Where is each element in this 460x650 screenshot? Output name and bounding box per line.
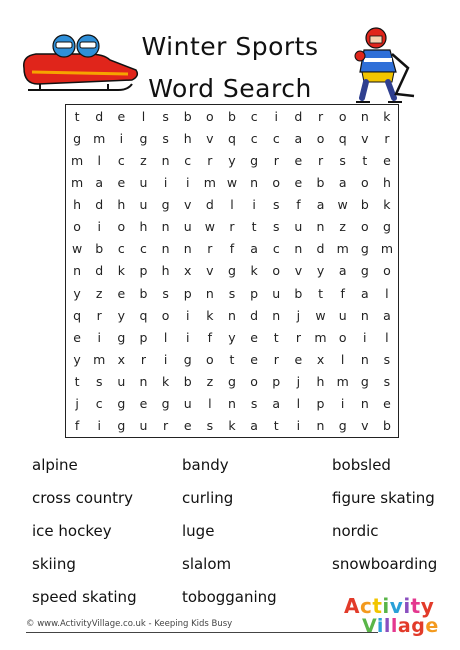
grid-letter[interactable]: z xyxy=(339,219,346,235)
grid-letter[interactable]: i xyxy=(163,174,168,190)
grid-letter[interactable]: f xyxy=(74,418,80,434)
grid-letter[interactable]: a xyxy=(272,396,281,412)
grid-letter[interactable]: w xyxy=(226,174,238,190)
word-list-item: tobogganing xyxy=(182,588,277,606)
grid-letter[interactable]: h xyxy=(183,130,192,146)
grid-letter[interactable]: s xyxy=(339,152,346,168)
title-line-2: Word Search xyxy=(148,74,312,103)
grid-letter[interactable]: y xyxy=(316,263,325,279)
grid-letter[interactable]: h xyxy=(139,219,148,235)
grid-letter[interactable]: p xyxy=(139,263,148,279)
grid-letter[interactable]: a xyxy=(338,174,347,190)
grid-letter[interactable]: f xyxy=(296,197,301,213)
grid-letter[interactable]: q xyxy=(228,130,236,146)
grid-letter[interactable]: n xyxy=(360,396,369,412)
grid-letter[interactable]: r xyxy=(317,152,324,168)
grid-letter[interactable]: l xyxy=(141,108,146,124)
grid-letter[interactable]: m xyxy=(203,174,216,190)
grid-letter[interactable]: b xyxy=(183,374,192,390)
grid-letter[interactable]: c xyxy=(117,152,125,168)
grid-letter[interactable]: r xyxy=(295,329,301,345)
grid-letter[interactable]: a xyxy=(95,174,104,190)
grid-letter[interactable]: o xyxy=(360,219,369,235)
grid-letter[interactable]: g xyxy=(161,396,170,412)
grid-letter[interactable]: c xyxy=(250,130,258,146)
word-list-item: speed skating xyxy=(32,588,137,606)
word-list-item: slalom xyxy=(182,555,232,573)
grid-letter[interactable]: g xyxy=(360,263,369,279)
grid-letter[interactable]: y xyxy=(228,152,236,168)
grid-letter[interactable]: d xyxy=(250,307,259,323)
grid-letter[interactable]: l xyxy=(163,329,168,345)
grid-letter[interactable]: g xyxy=(360,374,369,390)
logo-line-2: Village xyxy=(362,615,439,637)
grid-letter[interactable]: t xyxy=(74,108,80,124)
grid-letter[interactable]: u xyxy=(117,374,126,390)
grid-letter[interactable]: q xyxy=(338,130,347,146)
grid-letter[interactable]: h xyxy=(316,374,325,390)
word-list-item: luge xyxy=(182,522,215,540)
grid-letter[interactable]: w xyxy=(337,197,348,213)
grid-letter[interactable]: o xyxy=(272,263,281,279)
grid-letter[interactable]: b xyxy=(183,108,192,124)
grid-letter[interactable]: d xyxy=(316,241,325,257)
grid-letter[interactable]: g xyxy=(161,197,170,213)
grid-letter[interactable]: t xyxy=(229,352,235,368)
grid-letter[interactable]: y xyxy=(228,329,236,345)
grid-letter[interactable]: u xyxy=(139,197,148,213)
grid-letter[interactable]: m xyxy=(70,174,84,190)
grid-letter[interactable]: i xyxy=(185,174,190,190)
grid-letter[interactable]: n xyxy=(161,152,170,168)
grid-letter[interactable]: k xyxy=(117,263,125,279)
grid-letter[interactable]: n xyxy=(316,418,325,434)
grid-letter[interactable]: i xyxy=(363,329,367,345)
grid-letter[interactable]: p xyxy=(316,396,325,412)
grid-letter[interactable]: z xyxy=(206,374,214,390)
grid-letter[interactable]: m xyxy=(336,374,349,390)
grid-letter[interactable]: d xyxy=(294,108,303,124)
activity-village-logo xyxy=(344,594,444,640)
grid-letter[interactable]: k xyxy=(383,108,391,124)
grid-letter[interactable]: b xyxy=(316,174,325,190)
grid-letter[interactable]: n xyxy=(228,396,236,412)
grid-letter[interactable]: g xyxy=(250,152,259,168)
grid-letter[interactable]: r xyxy=(96,307,102,323)
grid-letter[interactable]: v xyxy=(184,197,192,213)
grid-letter[interactable]: o xyxy=(272,174,281,190)
grid-letter[interactable]: u xyxy=(139,418,148,434)
grid-letter[interactable]: g xyxy=(183,352,192,368)
grid-letter[interactable]: j xyxy=(296,307,301,323)
grid-letter[interactable]: l xyxy=(208,396,212,412)
word-list-item: skiing xyxy=(32,555,76,573)
grid-letter[interactable]: s xyxy=(383,374,391,390)
grid-letter[interactable]: f xyxy=(340,285,345,301)
grid-letter[interactable]: o xyxy=(316,130,325,146)
grid-letter[interactable]: w xyxy=(204,219,215,235)
grid-letter[interactable]: p xyxy=(139,329,148,345)
grid-letter[interactable]: t xyxy=(362,152,368,168)
grid-letter[interactable]: o xyxy=(161,307,170,323)
grid-letter[interactable]: c xyxy=(250,108,258,124)
grid-letter[interactable]: g xyxy=(338,418,347,434)
grid-letter[interactable]: o xyxy=(73,219,81,235)
grid-letter[interactable]: g xyxy=(228,263,236,279)
grid-letter[interactable]: e xyxy=(183,418,192,434)
grid-letter[interactable]: s xyxy=(162,108,169,124)
grid-letter[interactable]: n xyxy=(161,241,170,257)
word-list-item: cross country xyxy=(32,489,134,507)
grid-letter[interactable]: f xyxy=(229,241,235,257)
grid-letter[interactable]: r xyxy=(273,152,279,168)
grid-letter[interactable]: s xyxy=(95,374,103,390)
grid-letter[interactable]: m xyxy=(314,329,327,345)
grid-letter[interactable]: f xyxy=(207,329,213,345)
grid-letter[interactable]: y xyxy=(73,352,81,368)
grid-letter[interactable]: o xyxy=(383,263,391,279)
grid-letter[interactable]: s xyxy=(383,352,391,368)
grid-letter[interactable]: z xyxy=(95,285,103,301)
grid-letter[interactable]: e xyxy=(117,285,126,301)
grid-letter[interactable]: l xyxy=(340,352,345,368)
grid-letter[interactable]: s xyxy=(273,197,280,213)
grid-letter[interactable]: e xyxy=(250,352,258,368)
grid-letter[interactable]: u xyxy=(294,219,303,235)
grid-letter[interactable]: d xyxy=(205,197,214,213)
grid-letter[interactable]: t xyxy=(273,418,279,434)
grid-letter[interactable]: e xyxy=(117,174,126,190)
grid-letter[interactable]: r xyxy=(140,352,147,368)
grid-letter[interactable]: n xyxy=(139,374,148,390)
grid-letter[interactable]: n xyxy=(360,307,369,323)
grid-letter[interactable]: g xyxy=(117,418,126,434)
grid-letter[interactable]: p xyxy=(183,285,192,301)
grid-letter[interactable]: b xyxy=(139,285,148,301)
grid-letter[interactable]: k xyxy=(228,418,236,434)
grid-letter[interactable]: i xyxy=(274,108,278,124)
grid-letter[interactable]: g xyxy=(139,130,148,146)
grid-letter[interactable]: t xyxy=(74,374,80,390)
grid-letter[interactable]: x xyxy=(117,352,126,368)
word-list-item: ice hockey xyxy=(32,522,112,540)
grid-letter[interactable]: y xyxy=(117,307,126,323)
grid-letter[interactable]: s xyxy=(206,418,214,434)
grid-letter[interactable]: b xyxy=(360,197,369,213)
grid-letter[interactable]: g xyxy=(382,219,391,235)
grid-letter[interactable]: l xyxy=(97,152,101,168)
grid-letter[interactable]: o xyxy=(250,374,258,390)
grid-letter[interactable]: x xyxy=(184,263,192,279)
grid-letter[interactable]: z xyxy=(140,152,147,168)
grid-letter[interactable]: i xyxy=(119,130,124,146)
grid-letter[interactable]: m xyxy=(93,352,106,368)
grid-letter[interactable]: a xyxy=(316,197,325,213)
grid-letter[interactable]: n xyxy=(228,307,236,323)
grid-letter[interactable]: p xyxy=(272,374,281,390)
grid-letter[interactable]: n xyxy=(272,307,281,323)
word-list-item: nordic xyxy=(332,522,379,540)
grid-letter[interactable]: e xyxy=(383,152,391,168)
grid-letter[interactable]: u xyxy=(183,396,192,412)
grid-letter[interactable]: r xyxy=(229,219,235,235)
footer-copyright: © www.ActivityVillage.co.uk - Keeping Kids Busy xyxy=(26,619,233,629)
grid-letter[interactable]: n xyxy=(161,219,170,235)
grid-letter[interactable]: h xyxy=(382,174,391,190)
title-line-1: Winter Sports xyxy=(141,32,319,61)
grid-letter[interactable]: l xyxy=(385,329,389,345)
grid-letter[interactable]: s xyxy=(228,285,236,301)
grid-letter[interactable]: e xyxy=(73,329,81,345)
grid-letter[interactable]: p xyxy=(250,285,259,301)
grid-letter[interactable]: e xyxy=(117,108,126,124)
grid-letter[interactable]: l xyxy=(230,197,234,213)
grid-letter[interactable]: q xyxy=(73,307,82,323)
word-list-item: alpine xyxy=(32,456,78,474)
grid-letter[interactable]: d xyxy=(95,263,104,279)
grid-letter[interactable]: n xyxy=(294,241,303,257)
grid-letter[interactable]: n xyxy=(183,241,192,257)
word-list-item: curling xyxy=(182,489,234,507)
grid-letter[interactable]: i xyxy=(163,352,168,368)
grid-letter[interactable]: g xyxy=(228,374,236,390)
grid-letter[interactable]: n xyxy=(316,219,325,235)
grid-letter[interactable]: u xyxy=(272,285,281,301)
grid-letter[interactable]: x xyxy=(316,352,325,368)
grid-letter[interactable]: n xyxy=(73,263,82,279)
grid-letter[interactable]: e xyxy=(139,396,148,412)
grid-letter[interactable]: n xyxy=(360,108,369,124)
grid-letter[interactable]: m xyxy=(93,130,106,146)
grid-letter[interactable]: i xyxy=(97,219,101,235)
grid-letter[interactable]: a xyxy=(338,263,347,279)
grid-letter[interactable]: v xyxy=(361,130,369,146)
grid-letter[interactable]: m xyxy=(70,152,84,168)
grid-letter[interactable]: c xyxy=(184,152,192,168)
grid-letter[interactable]: e xyxy=(250,329,258,345)
grid-letter[interactable]: h xyxy=(161,263,170,279)
grid-letter[interactable]: i xyxy=(97,418,101,434)
grid-letter[interactable]: s xyxy=(162,130,169,146)
grid-letter[interactable]: e xyxy=(294,174,303,190)
grid-letter[interactable]: y xyxy=(73,285,81,301)
grid-letter[interactable]: i xyxy=(185,329,190,345)
grid-letter[interactable]: n xyxy=(360,352,369,368)
grid-letter[interactable]: g xyxy=(117,396,126,412)
grid-letter[interactable]: c xyxy=(140,241,147,257)
grid-letter[interactable]: r xyxy=(163,418,169,434)
grid-letter[interactable]: r xyxy=(317,108,324,124)
grid-letter[interactable]: n xyxy=(205,285,214,301)
grid-letter[interactable]: g xyxy=(73,130,82,146)
grid-letter[interactable]: t xyxy=(318,285,323,301)
grid-letter[interactable]: b xyxy=(294,285,303,301)
grid-letter[interactable]: v xyxy=(361,418,369,434)
grid-letter[interactable]: b xyxy=(382,418,391,434)
grid-letter[interactable]: g xyxy=(117,329,126,345)
word-list-item: bobsled xyxy=(332,456,391,474)
grid-letter[interactable]: g xyxy=(360,241,369,257)
grid-letter[interactable]: s xyxy=(273,219,280,235)
grid-letter[interactable]: t xyxy=(273,329,279,345)
grid-letter[interactable]: n xyxy=(250,174,259,190)
grid-letter[interactable]: o xyxy=(338,329,347,345)
word-search-grid xyxy=(65,104,399,438)
grid-letter[interactable]: e xyxy=(294,352,303,368)
grid-letter[interactable]: m xyxy=(336,241,349,257)
grid-letter[interactable]: i xyxy=(296,418,301,434)
word-list-item: figure skating xyxy=(332,489,435,507)
grid-letter[interactable]: m xyxy=(380,241,394,257)
grid-letter[interactable]: o xyxy=(338,108,347,124)
grid-letter[interactable]: r xyxy=(207,152,213,168)
grid-letter[interactable]: v xyxy=(206,130,214,146)
grid-letter[interactable]: o xyxy=(360,174,369,190)
ice-hockey-player-illustration xyxy=(340,24,424,108)
grid-letter[interactable]: k xyxy=(383,197,391,213)
logo-line-1: Activity xyxy=(344,594,435,618)
grid-letter[interactable]: i xyxy=(185,307,190,323)
bobsled-illustration xyxy=(18,28,142,98)
grid-letter[interactable]: r xyxy=(273,352,279,368)
grid-letter[interactable]: q xyxy=(139,307,148,323)
grid-letter[interactable]: s xyxy=(162,285,169,301)
grid-letter[interactable]: d xyxy=(95,108,104,124)
grid-letter[interactable]: o xyxy=(206,108,214,124)
grid-letter[interactable]: l xyxy=(296,396,301,412)
grid-letter[interactable]: i xyxy=(97,329,101,345)
grid-letter[interactable]: a xyxy=(294,130,303,146)
grid-letter[interactable]: b xyxy=(95,241,104,257)
grid-letter[interactable]: i xyxy=(252,197,256,213)
grid-letter[interactable]: l xyxy=(385,285,389,301)
grid-letter[interactable]: k xyxy=(206,307,214,323)
grid-letter[interactable]: w xyxy=(71,241,83,257)
grid-letter[interactable]: a xyxy=(360,285,369,301)
grid-letter[interactable]: i xyxy=(340,396,345,412)
grid-letter[interactable]: a xyxy=(250,418,258,434)
grid-letter[interactable]: r xyxy=(384,130,390,146)
grid-letter[interactable]: c xyxy=(272,241,280,257)
grid-letter[interactable]: c xyxy=(272,130,280,146)
grid-letter[interactable]: d xyxy=(95,197,104,213)
grid-letter[interactable]: h xyxy=(117,197,126,213)
footer-divider xyxy=(26,632,378,633)
grid-letter[interactable]: h xyxy=(73,197,82,213)
grid-letter[interactable]: c xyxy=(117,241,125,257)
grid-letter[interactable]: e xyxy=(383,396,391,412)
word-list-item: bandy xyxy=(182,456,229,474)
grid-letter[interactable]: v xyxy=(206,263,214,279)
word-list-item: snowboarding xyxy=(332,555,438,573)
grid-letter[interactable]: j xyxy=(296,374,301,390)
grid-letter[interactable]: t xyxy=(251,219,257,235)
grid-letter[interactable]: v xyxy=(294,263,303,279)
grid-letter[interactable]: a xyxy=(383,307,391,323)
grid-letter[interactable]: c xyxy=(95,396,103,412)
grid-letter[interactable]: u xyxy=(183,219,192,235)
grid-letter[interactable]: a xyxy=(250,241,258,257)
grid-letter[interactable]: w xyxy=(315,307,326,323)
grid-letter[interactable]: u xyxy=(338,307,347,323)
grid-letter[interactable]: s xyxy=(250,396,258,412)
grid-letter[interactable]: b xyxy=(228,108,236,124)
grid-letter[interactable]: e xyxy=(294,152,303,168)
grid-letter[interactable]: k xyxy=(161,374,170,390)
grid-letter[interactable]: o xyxy=(206,352,214,368)
grid-letter[interactable]: k xyxy=(250,263,258,279)
grid-letter[interactable]: j xyxy=(75,396,79,412)
grid-letter[interactable]: u xyxy=(139,174,148,190)
grid-letter[interactable]: r xyxy=(207,241,213,257)
grid-letter[interactable]: o xyxy=(117,219,126,235)
